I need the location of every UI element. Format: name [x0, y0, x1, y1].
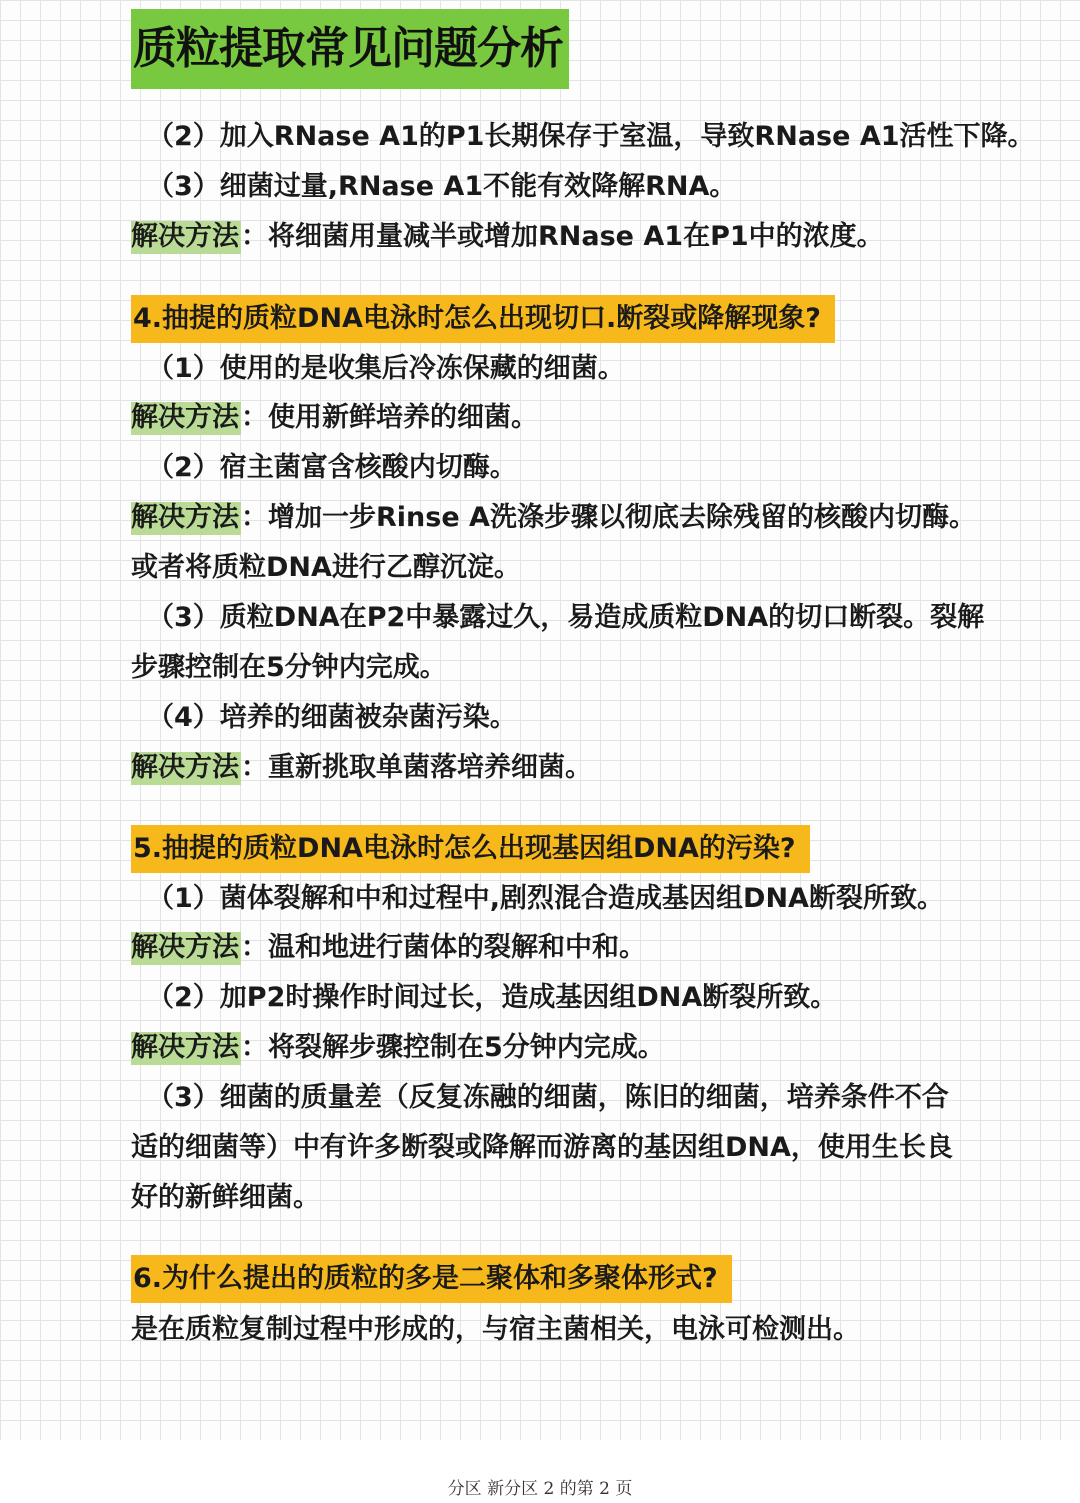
section3-solution: [131, 218, 884, 256]
page-title: 质粒提取常见问题分析: [131, 9, 569, 89]
question-6-heading: 6.为什么提出的质粒的多是二聚体和多聚体形式?: [131, 1255, 732, 1303]
q5-solution2: [131, 1029, 665, 1067]
q5-item3-line1: （3）细菌的质量差（反复冻融的细菌，陈旧的细菌，培养条件不合: [147, 1082, 949, 1113]
q4-item3-line2: 步骤控制在5分钟内完成。: [131, 652, 447, 683]
solution-label: 解决方法: [131, 752, 239, 783]
section3-item3: （3）细菌过量,RNase A1不能有效降解RNA。: [147, 171, 737, 202]
q5-solution1: [131, 929, 646, 967]
solution-text: ：使用新鲜培养的细菌。: [241, 402, 538, 433]
page-footer: 分区 新分区 2 的第 2 页: [447, 1479, 633, 1499]
q5-item3-line3: 好的新鲜细菌。: [131, 1182, 320, 1213]
solution-label: 解决方法: [131, 402, 239, 433]
section3-item2: （2）加入RNase A1的P1长期保存于室温，导致RNase A1活性下降。: [147, 121, 1035, 152]
q4-solution4: [131, 749, 592, 787]
solution-label: 解决方法: [131, 502, 239, 533]
solution-text: ：增加一步Rinse A洗涤步骤以彻底去除残留的核酸内切酶。: [241, 502, 976, 533]
question-4-heading: 4.抽提的质粒DNA电泳时怎么出现切口.断裂或降解现象?: [131, 295, 835, 343]
q5-item1: （1）菌体裂解和中和过程中,剧烈混合造成基因组DNA断裂所致。: [147, 883, 944, 914]
q4-item1: （1）使用的是收集后冷冻保藏的细菌。: [147, 353, 625, 384]
q5-item2: （2）加P2时操作时间过长，造成基因组DNA断裂所致。: [147, 982, 838, 1013]
solution-text: ：温和地进行菌体的裂解和中和。: [241, 932, 646, 963]
question-5-heading: 5.抽提的质粒DNA电泳时怎么出现基因组DNA的污染?: [131, 825, 810, 873]
solution-label: 解决方法: [131, 221, 239, 252]
q4-item2: （2）宿主菌富含核酸内切酶。: [147, 452, 517, 483]
q4-item4: （4）培养的细菌被杂菌污染。: [147, 702, 517, 733]
q5-item3-line2: 适的细菌等）中有许多断裂或降解而游离的基因组DNA，使用生长良: [131, 1132, 953, 1163]
solution-text: ：重新挑取单菌落培养细菌。: [241, 752, 592, 783]
solution-label: 解决方法: [131, 1032, 239, 1063]
q4-solution2-continued: 或者将质粒DNA进行乙醇沉淀。: [131, 552, 521, 583]
solution-label: 解决方法: [131, 932, 239, 963]
q4-solution2: [131, 499, 976, 537]
q4-item3-line1: （3）质粒DNA在P2中暴露过久，易造成质粒DNA的切口断裂。裂解: [147, 602, 985, 633]
q4-solution1: [131, 399, 538, 437]
solution-text: ：将裂解步骤控制在5分钟内完成。: [241, 1032, 665, 1063]
solution-text: ：将细菌用量减半或增加RNase A1在P1中的浓度。: [241, 221, 884, 252]
q6-answer: 是在质粒复制过程中形成的，与宿主菌相关，电泳可检测出。: [131, 1314, 860, 1345]
